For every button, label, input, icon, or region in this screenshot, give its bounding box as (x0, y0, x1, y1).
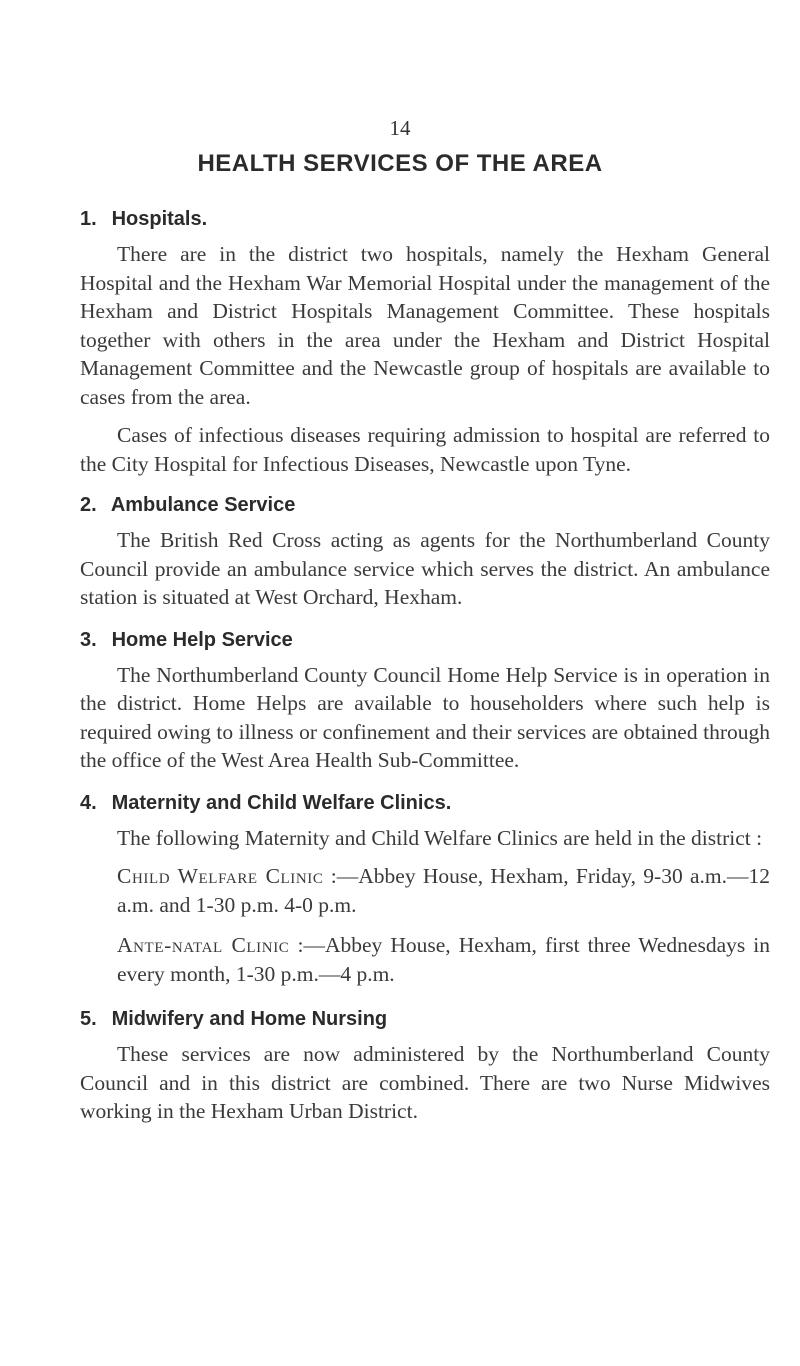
paragraph: The Northumberland County Council Home Help Service is in operation in the district. Home Helps are available to householders where such help is required owing to illness or confinement and their services are obtained through the office of the West Area Health Sub-Committee. (80, 662, 770, 772)
section-number: 4. (80, 791, 97, 814)
paragraph: There are in the district two hospitals, namely the Hexham General Hospital and the Hexham War Memorial Hospital under the management of the Hexham and District Hospitals Management Committee. These hospitals together with others in the area under the Hexham and District Hospital Management Committee and the Newcastle group of hospitals are available to cases from the area. (80, 242, 770, 409)
document-body (80, 206, 770, 1126)
section-title: Ambulance Service (110, 494, 296, 516)
paragraph: The British Red Cross acting as agents for the Northumberland County Council provide an ambulance service which serves the district. An ambulance station is situated at West Orchard, Hexham. (80, 528, 770, 609)
section-ambulance-service (80, 492, 770, 612)
section-title: Maternity and Child Welfare Clinics. (111, 791, 452, 814)
section-home-help-service (80, 627, 770, 775)
section-title: Hospitals. (111, 208, 208, 230)
section-hospitals (80, 206, 770, 478)
section-heading (80, 790, 770, 816)
page-number: 14 (389, 116, 411, 140)
paragraph: Cases of infectious diseases requiring admission to hospital are referred to the City Hospital for Infectious Diseases, Newcastle upon Tyne. (80, 423, 770, 476)
page-title: HEALTH SERVICES OF THE AREA (197, 150, 603, 177)
paragraph: These services are now administered by the Northumberland County Council and in this district are combined. There are two Nurse Midwives working in the Hexham Urban District. (80, 1042, 770, 1123)
clinic-name: Ante-natal Clinic (117, 933, 290, 957)
clinic-entry-ante-natal (117, 931, 770, 988)
section-number: 3. (80, 628, 97, 651)
clinic-details: :—Abbey House, Hexham, first three Wednesdays in every month, 1-30 p.m.—4 p.m. (117, 933, 771, 986)
section-number: 2. (80, 494, 97, 516)
section-midwifery (80, 1006, 770, 1126)
section-number: 1. (80, 208, 97, 230)
paragraph: The following Maternity and Child Welfare Clinics are held in the district : (117, 825, 763, 850)
section-number: 5. (80, 1008, 97, 1030)
section-maternity-clinics (80, 790, 770, 989)
clinic-name: Child Welfare Clinic (117, 864, 324, 888)
clinic-details: :—Abbey House, Hexham, Friday, 9-30 a.m.—12 a.m. and 1-30 p.m. 4-0 p.m. (117, 864, 771, 917)
section-heading (80, 627, 770, 653)
section-heading (80, 206, 770, 232)
clinic-entry-child-welfare (117, 862, 770, 919)
section-title: Home Help Service (111, 628, 293, 651)
section-heading (80, 492, 770, 518)
section-heading (80, 1006, 770, 1032)
section-title: Midwifery and Home Nursing (111, 1008, 388, 1030)
